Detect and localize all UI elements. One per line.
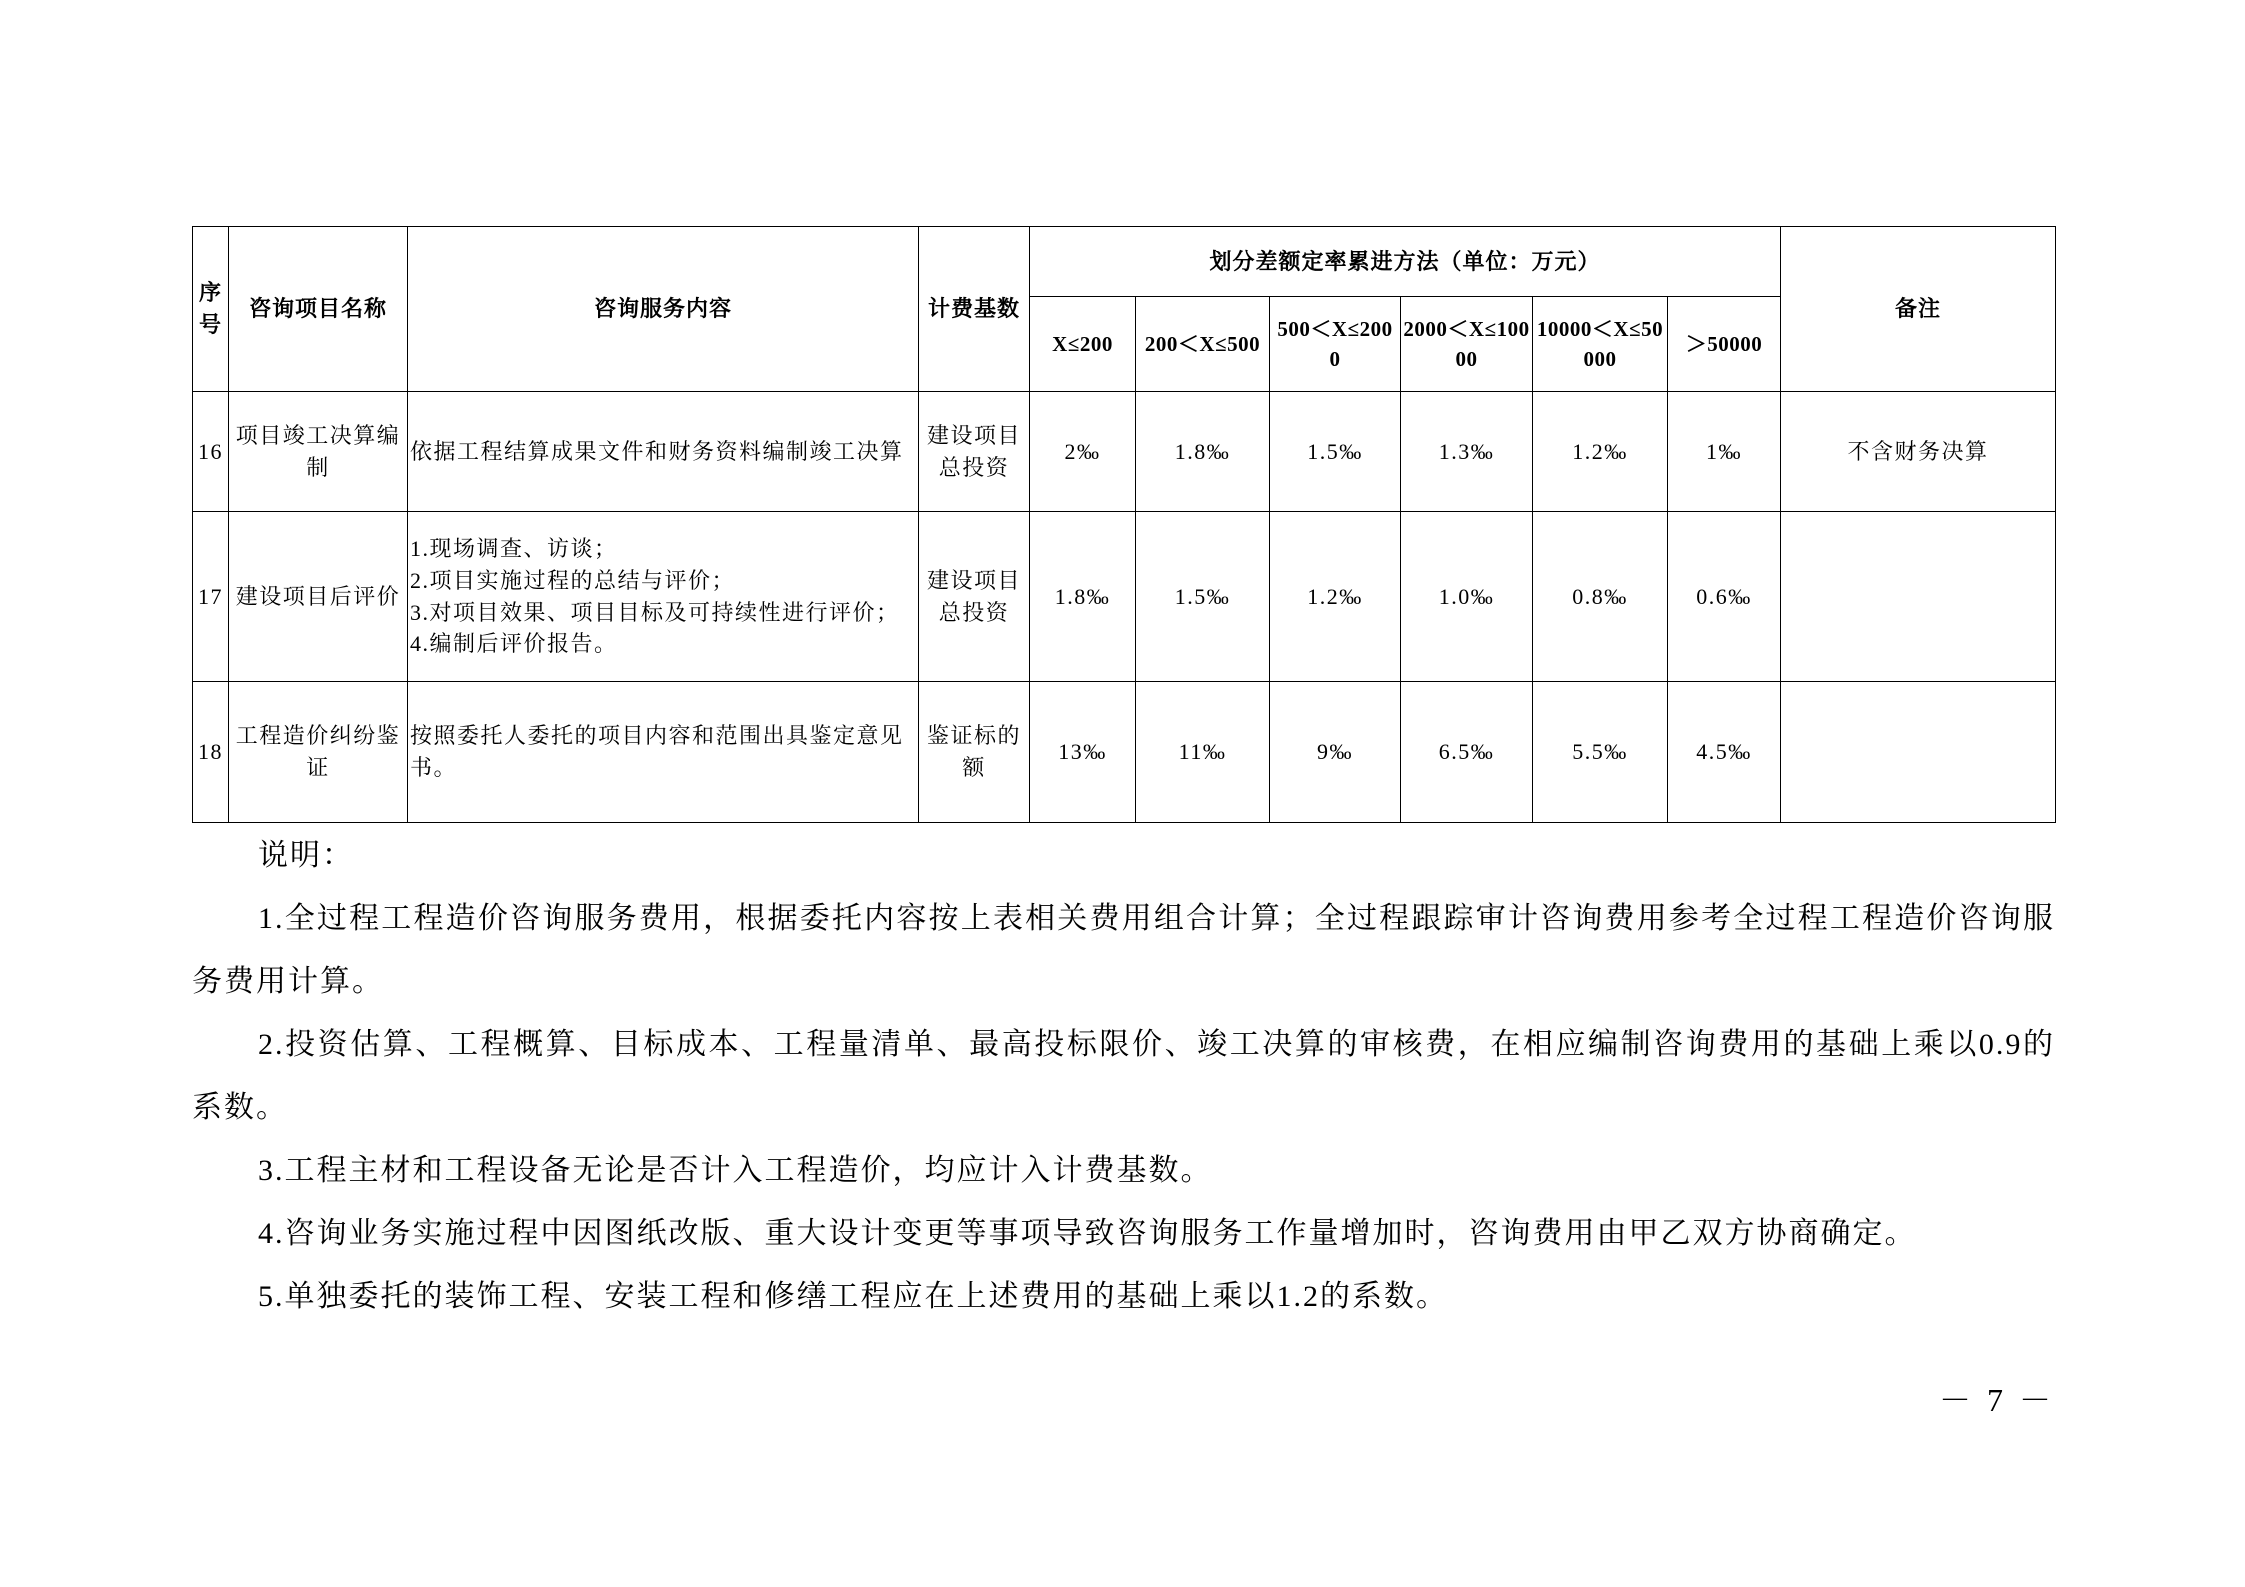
row-remark — [1781, 512, 2056, 682]
note-item: 4.咨询业务实施过程中因图纸改版、重大设计变更等事项导致咨询服务工作量增加时，咨询费用由甲乙双方协商确定。 — [258, 1217, 1917, 1250]
row-service-content: 按照委托人委托的项目内容和范围出具鉴定意见书。 — [408, 682, 919, 823]
row-rate: 1.0‰ — [1401, 512, 1533, 682]
row-rate: 6.5‰ — [1401, 682, 1533, 823]
table-row — [193, 392, 2056, 512]
row-rate: 1.2‰ — [1270, 512, 1401, 682]
note-item: 2.投资估算、工程概算、目标成本、工程量清单、最高投标限价、竣工决算的审核费，在相应编制咨询费用的基础上乘以0.9的系数。 — [192, 1028, 2055, 1124]
page-number: － 7 － — [1938, 1382, 2055, 1418]
header-seq: 序号 — [193, 227, 229, 392]
content-list-item: 2.项目实施过程的总结与评价； — [410, 567, 736, 593]
row-service-content: 依据工程结算成果文件和财务资料编制竣工决算 — [408, 392, 919, 512]
table-row — [193, 512, 2056, 682]
row-seq: 18 — [193, 682, 229, 823]
header-progressive-method: 划分差额定率累进方法（单位：万元） — [1030, 227, 1781, 297]
header-range: 2000＜X≤10000 — [1401, 297, 1533, 392]
header-range: 10000＜X≤50000 — [1533, 297, 1668, 392]
header-service-content: 咨询服务内容 — [408, 227, 919, 392]
row-fee-basis: 建设项目总投资 — [919, 392, 1030, 512]
row-fee-basis: 鉴证标的额 — [919, 682, 1030, 823]
row-rate: 4.5‰ — [1668, 682, 1781, 823]
row-rate: 1.5‰ — [1270, 392, 1401, 512]
row-rate: 2‰ — [1030, 392, 1136, 512]
header-project-name: 咨询项目名称 — [229, 227, 408, 392]
row-rate: 0.8‰ — [1533, 512, 1668, 682]
table-header — [193, 227, 2056, 392]
header-row — [193, 227, 2056, 297]
row-rate: 1.8‰ — [1030, 512, 1136, 682]
row-rate: 1.3‰ — [1401, 392, 1533, 512]
table-body — [193, 392, 2056, 823]
header-range: X≤200 — [1030, 297, 1136, 392]
note-item: 5.单独委托的装饰工程、安装工程和修缮工程应在上述费用的基础上乘以1.2的系数。 — [258, 1280, 1448, 1313]
row-remark: 不含财务决算 — [1781, 392, 2056, 512]
row-project-name: 建设项目后评价 — [229, 512, 408, 682]
content-list-item: 1.现场调查、访谈； — [410, 535, 618, 561]
header-range: 500＜X≤2000 — [1270, 297, 1401, 392]
row-rate: 1‰ — [1668, 392, 1781, 512]
notes-heading: 说明： — [258, 839, 354, 872]
header-range: 200＜X≤500 — [1136, 297, 1270, 392]
row-rate: 1.8‰ — [1136, 392, 1270, 512]
row-rate: 9‰ — [1270, 682, 1401, 823]
table-row — [193, 682, 2056, 823]
header-range: ＞50000 — [1668, 297, 1781, 392]
row-rate: 0.6‰ — [1668, 512, 1781, 682]
notes-section — [192, 824, 2055, 1328]
row-service-content — [408, 512, 919, 682]
fee-table — [192, 226, 2056, 823]
row-rate: 1.2‰ — [1533, 392, 1668, 512]
row-seq: 16 — [193, 392, 229, 512]
row-rate: 11‰ — [1136, 682, 1270, 823]
header-fee-basis: 计费基数 — [919, 227, 1030, 392]
note-item: 1.全过程工程造价咨询服务费用，根据委托内容按上表相关费用组合计算；全过程跟踪审计咨询费用参考全过程工程造价咨询服务费用计算。 — [192, 902, 2055, 998]
row-remark — [1781, 682, 2056, 823]
row-rate: 1.5‰ — [1136, 512, 1270, 682]
row-project-name: 项目竣工决算编制 — [229, 392, 408, 512]
row-fee-basis: 建设项目总投资 — [919, 512, 1030, 682]
row-project-name: 工程造价纠纷鉴证 — [229, 682, 408, 823]
row-rate: 13‰ — [1030, 682, 1136, 823]
row-rate: 5.5‰ — [1533, 682, 1668, 823]
content-list-item: 4.编制后评价报告。 — [410, 631, 618, 657]
note-item: 3.工程主材和工程设备无论是否计入工程造价，均应计入计费基数。 — [258, 1154, 1213, 1187]
content-list-item: 3.对项目效果、项目目标及可持续性进行评价； — [410, 599, 900, 625]
header-remark: 备注 — [1781, 227, 2056, 392]
row-seq: 17 — [193, 512, 229, 682]
